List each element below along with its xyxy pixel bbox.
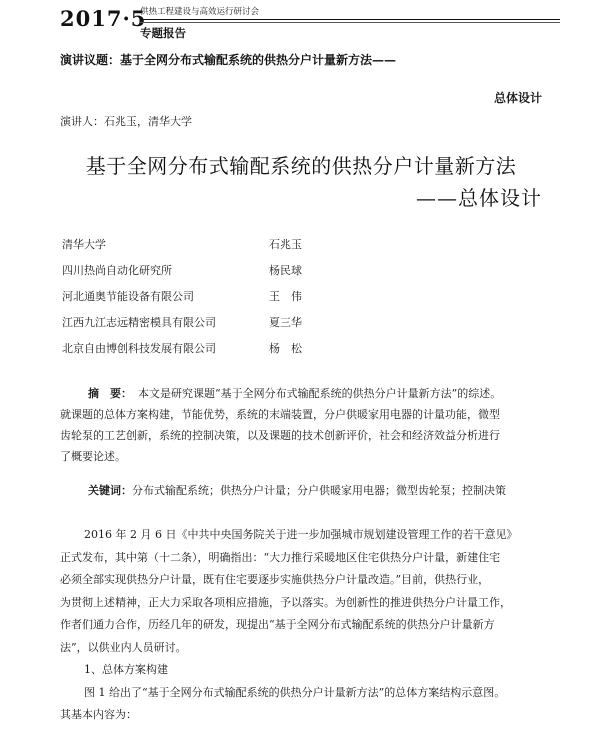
keywords	[88, 482, 506, 498]
author-affiliation: 清华大学	[62, 238, 106, 251]
author-name: 石兆玉	[269, 238, 302, 251]
body-text	[60, 524, 546, 727]
author-affiliation: 四川热尚自动化研究所	[62, 264, 172, 277]
author-affiliation: 北京自由博创科技发展有限公司	[62, 342, 216, 355]
author-name: 杨 松	[269, 342, 302, 355]
author-affiliation: 河北通奥节能设备有限公司	[62, 290, 194, 303]
body-line: 作者们通力合作，历经几年的研发，现提出“基于全网分布式输配系统的供热分户计量新方	[60, 618, 495, 631]
body-line: 2016 年 2 月 6 日《中共中央国务院关于进一步加强城市规划建设管理工作的若干意见》	[84, 528, 518, 541]
body-line: 法”，以供业内人员研讨。	[60, 640, 187, 654]
author-row	[62, 314, 362, 334]
abstract-label: 摘 要：	[88, 387, 132, 400]
section-heading: 1、总体方案构建	[84, 663, 168, 676]
abstract-line: 就课题的总体方案构建，节能优势，系统的末端装置，分户供暖家用电器的计量功能，微型	[60, 408, 500, 421]
author-row	[62, 288, 362, 308]
keywords-label: 关键词：	[88, 484, 132, 497]
body-line: 图 1 给出了“基于全网分布式输配系统的供热分户计量新方法”的总体方案结构示意图。	[84, 685, 506, 699]
author-affiliation: 江西九江志远精密模具有限公司	[62, 316, 216, 329]
article-subtitle: ——总体设计	[416, 186, 542, 210]
header-rule	[140, 19, 560, 20]
speech-topic: 演讲议题：基于全网分布式输配系统的供热分户计量新方法——	[60, 53, 397, 67]
keywords-text: 分布式输配系统；供热分户计量；分户供暖家用电器；微型齿轮泵；控制决策	[132, 484, 506, 497]
body-line: 其基本内容为：	[60, 708, 137, 721]
body-line: 正式发布，其中第（十二条），明确指出：“大力推行采暖地区住宅供热分户计量，新建住宅	[60, 550, 501, 564]
speaker: 演讲人：石兆玉，清华大学	[60, 115, 192, 128]
body-line: 为贯彻上述精神，正大力采取各项相应措施，予以落实。为创新性的推进供热分户计量工作，	[60, 595, 511, 609]
abstract-text: 本文是研究课题“基于全网分布式输配系统的供热分户计量新方法”的综述。	[138, 387, 502, 400]
abstract	[60, 383, 543, 467]
header-rule-thin	[140, 22, 560, 23]
author-row	[62, 340, 362, 360]
author-name: 杨民球	[269, 264, 302, 277]
author-name: 夏三华	[269, 316, 302, 329]
abstract-line	[88, 383, 543, 404]
abstract-line: 齿轮泵的工艺创新，系统的控制决策，以及课题的技术创新评价，社会和经济效益分析进行	[60, 429, 500, 442]
author-row	[62, 236, 362, 256]
speech-topic-continued: 总体设计	[493, 91, 542, 105]
abstract-line: 了概要论述。	[60, 450, 126, 463]
author-row	[62, 262, 362, 282]
body-line: 必须全部实现供热分户计量，既有住宅要逐步实施供热分户计量改造。”目前，供热行业，	[60, 573, 490, 586]
issue-number: 2017·5	[60, 6, 147, 31]
author-name: 王 伟	[269, 290, 302, 303]
journal-name: 供热工程建设与高效运行研讨会	[140, 7, 260, 17]
article-title: 基于全网分布式输配系统的供热分户计量新方法	[85, 154, 517, 178]
section-label: 专题报告	[140, 26, 186, 40]
